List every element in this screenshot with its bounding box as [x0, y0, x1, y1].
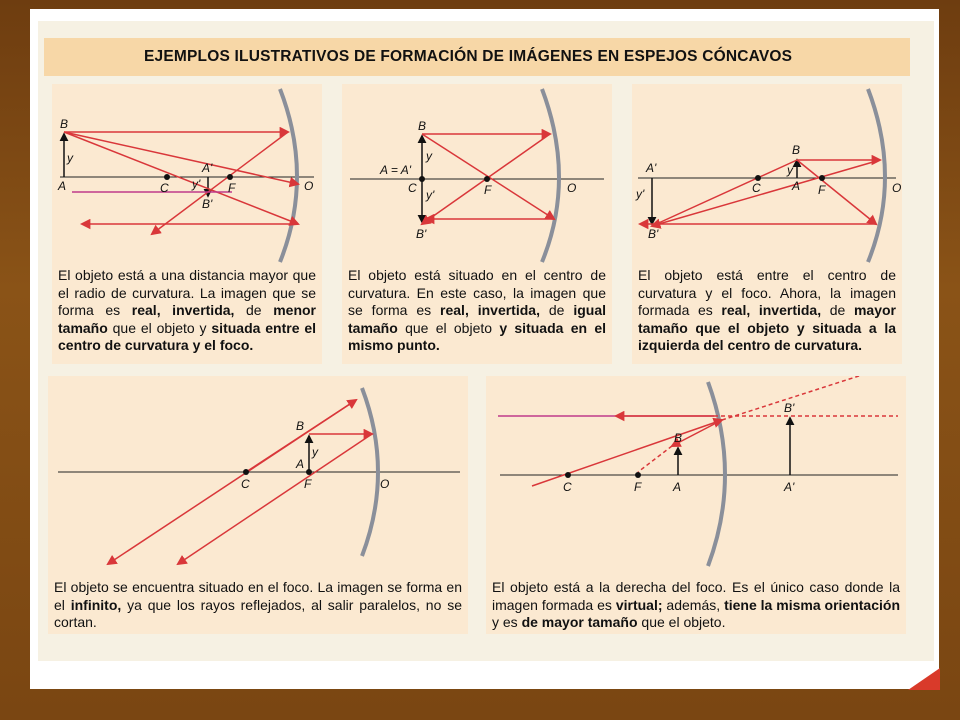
caption — [54, 579, 462, 632]
label-c: C — [752, 181, 761, 195]
caption-run: El objeto está entre el centro de curvatura y el foco. Ahora, la imagen formada es — [638, 267, 896, 318]
caption-bold-run: y situada en el mismo punto. — [348, 319, 606, 353]
label-b: B — [674, 431, 683, 445]
label-bp: B' — [784, 401, 795, 415]
label-y: y — [426, 149, 432, 163]
label-b: B — [792, 143, 801, 157]
label-ap: A' — [784, 480, 795, 494]
caption-run: El objeto está a la derecha del foco. Es el único caso donde la imagen formada es — [492, 579, 900, 613]
caption-run: de — [539, 302, 574, 318]
point-f — [484, 176, 490, 182]
diagram-4 — [48, 376, 468, 576]
ray — [797, 160, 876, 224]
caption — [58, 267, 316, 355]
diagram-3 — [632, 84, 902, 264]
corner-decoration — [900, 668, 940, 692]
panel-1 — [52, 84, 322, 364]
caption-bold-run: mayor tamaño que el objeto y situada a la izquierda del centro de curvatura. — [638, 302, 896, 353]
label-bp: B' — [648, 227, 659, 241]
label-yp: y' — [636, 187, 645, 201]
label-y: y — [312, 445, 318, 459]
label-c: C — [160, 181, 169, 195]
label-o: O — [892, 181, 902, 195]
caption-bold-run: virtual; — [615, 596, 663, 613]
caption-bold-run: real, invertida, — [131, 302, 235, 318]
label-f: F — [304, 477, 312, 491]
label-o: O — [380, 477, 390, 491]
point-c — [243, 469, 249, 475]
concave-mirror — [708, 382, 725, 566]
panel-4 — [48, 376, 468, 634]
ray — [638, 446, 672, 472]
label-a-eq-ap: A = A' — [380, 163, 412, 177]
label-f: F — [818, 183, 826, 197]
label-yp: y' — [192, 177, 201, 191]
caption-run: además, — [662, 596, 725, 613]
point-f — [227, 174, 233, 180]
caption-bold-run: real, invertida, — [440, 302, 540, 318]
caption-run: El objeto se encuentra situado en el foco. La imagen se forma en el — [54, 579, 462, 613]
caption-run: El objeto está situado en el centro de curvatura. En este caso, la imagen que se forma es — [348, 267, 606, 318]
title-band — [44, 38, 910, 76]
caption-bold-run: situada entre el centro de curvatura y el foco. — [58, 319, 316, 353]
label-a: A — [58, 179, 67, 193]
label-bp: B' — [202, 197, 213, 211]
ray — [652, 160, 797, 226]
label-b: B — [296, 419, 305, 433]
label-a: A — [296, 457, 305, 471]
caption — [492, 579, 900, 632]
caption-bold-run: menor tamaño — [58, 302, 316, 336]
label-ap: A' — [202, 161, 213, 175]
concave-mirror — [542, 89, 559, 262]
label-f: F — [228, 181, 236, 195]
label-a: A — [673, 480, 682, 494]
point-f — [306, 469, 312, 475]
point-c — [565, 472, 571, 478]
caption-run: ya que los rayos reflejados, al salir paralelos, no se cortan. — [54, 596, 462, 630]
point-c — [164, 174, 170, 180]
diagram-1 — [52, 84, 322, 264]
caption-run: de — [234, 302, 274, 318]
ray — [64, 132, 298, 224]
diagram-5 — [486, 376, 906, 576]
ray — [108, 400, 356, 564]
label-f: F — [634, 480, 642, 494]
caption-run: que el objeto. — [637, 614, 726, 630]
label-a: A — [792, 179, 801, 193]
label-c: C — [241, 477, 250, 491]
caption-bold-run: de mayor tamaño — [521, 614, 638, 630]
label-f: F — [484, 183, 492, 197]
virtual-ray — [722, 376, 896, 420]
caption — [348, 267, 606, 355]
point-f — [635, 472, 641, 478]
caption — [638, 267, 896, 355]
label-b: B — [418, 119, 427, 133]
caption-run: El objeto está a una distancia mayor que el radio de curvatura. La imagen que se forma es — [58, 267, 316, 318]
point-f — [819, 175, 825, 181]
label-y: y — [787, 163, 793, 177]
label-yp: y' — [426, 188, 435, 202]
label-ap: A' — [646, 161, 657, 175]
concave-mirror — [868, 89, 885, 262]
caption-bold-run: igual tamaño — [348, 302, 606, 336]
ray — [532, 420, 722, 486]
caption-run: que el objeto y — [107, 319, 212, 336]
ray — [64, 132, 298, 184]
label-c: C — [563, 480, 572, 494]
caption-run: y es — [492, 614, 522, 630]
concave-mirror — [280, 89, 297, 262]
label-c: C — [408, 181, 417, 195]
label-o: O — [567, 181, 577, 195]
panel-3 — [632, 84, 902, 364]
label-y: y — [67, 151, 73, 165]
panel-2 — [342, 84, 612, 364]
caption-bold-run: tiene la misma orientación — [724, 596, 900, 613]
ray — [652, 160, 880, 226]
point-c — [419, 176, 425, 182]
diagram-2 — [342, 84, 612, 264]
label-o: O — [304, 179, 314, 193]
label-bp: B' — [416, 227, 427, 241]
caption-run: que el objeto — [397, 319, 500, 336]
page-title: EJEMPLOS ILUSTRATIVOS DE FORMACIÓN DE IMÁGENES EN ESPEJOS CÓNCAVOS — [144, 48, 793, 65]
caption-bold-run: infinito, — [70, 596, 122, 613]
ray — [152, 132, 288, 234]
caption-bold-run: real, invertida, — [721, 302, 822, 318]
caption-run: de — [821, 302, 854, 318]
label-b: B — [60, 117, 69, 131]
panel-5 — [486, 376, 906, 634]
